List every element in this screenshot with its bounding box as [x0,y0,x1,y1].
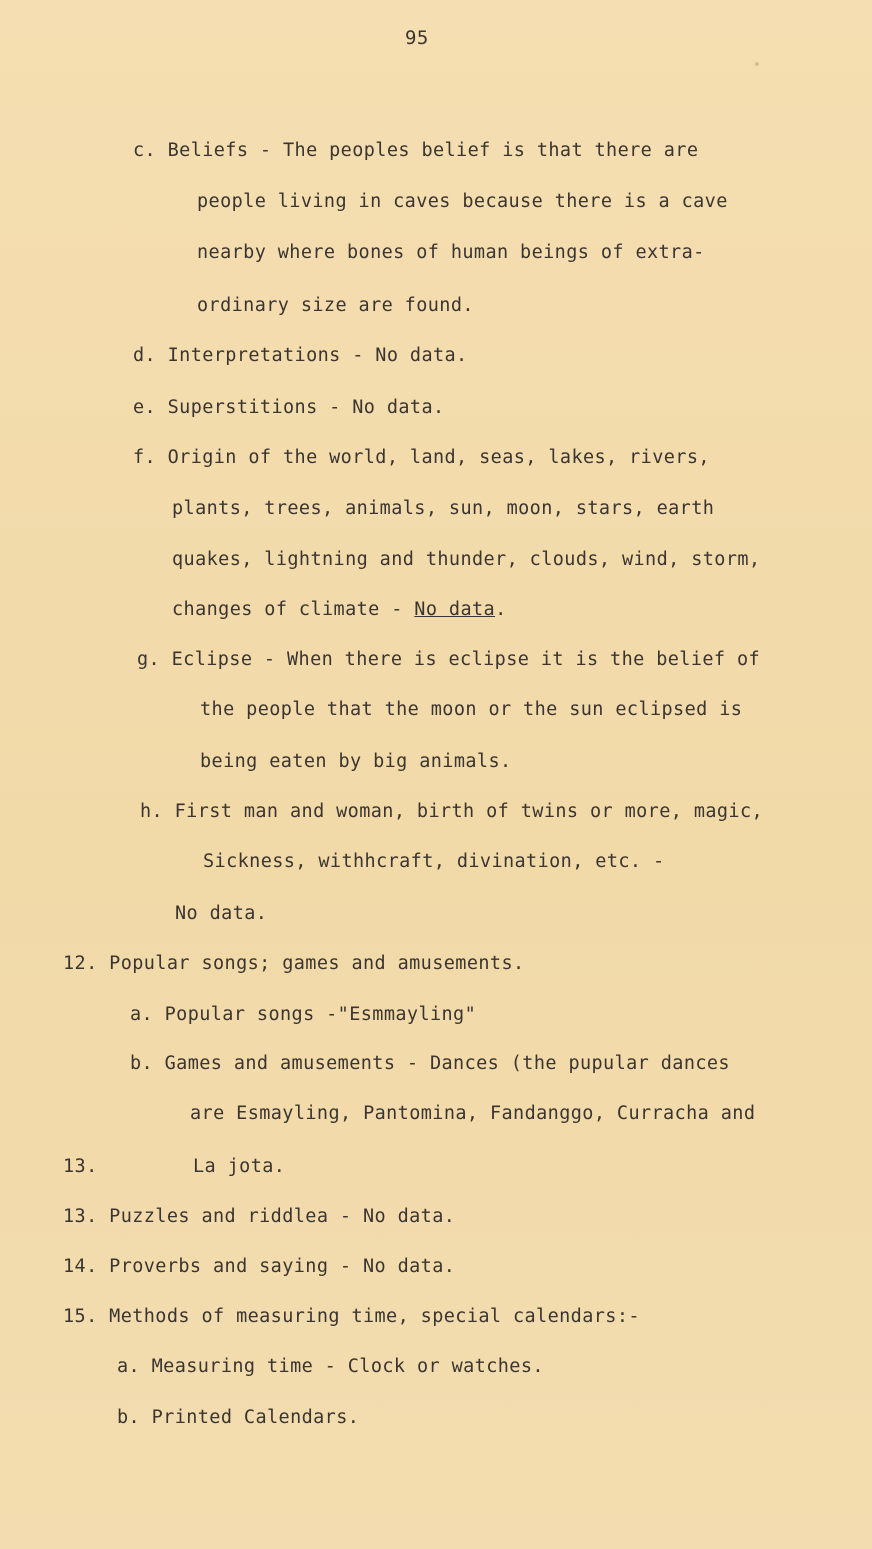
section-14-proverbs: 14. Proverbs and saying - No data. [63,1256,456,1277]
item-f-line-2: plants, trees, animals, sun, moon, stars, earth [172,498,715,519]
item-d-interpretations: d. Interpretations - No data. [133,345,468,366]
item-g-line-2: the people that the moon or the sun eclipsed is [200,699,743,720]
item-c-line-4: ordinary size are found. [197,295,474,316]
no-data-underlined: No data [414,599,496,620]
item-f-line-4 [172,598,507,622]
section-13-number: 13. [63,1156,98,1177]
section-15-heading: 15. Methods of measuring time, special calendars:- [63,1306,640,1327]
page-number: 95 [405,27,429,49]
section-13-text: La jota. [193,1156,286,1177]
section-12-heading: 12. Popular songs; games and amusements. [63,953,525,974]
ink-speck [755,62,759,66]
item-f-line-4-period: . [495,599,507,620]
item-c-line-3: nearby where bones of human beings of extra- [197,242,705,263]
item-h-line-2: Sickness, withhcraft, divination, etc. - [203,851,665,872]
section-12-item-b-line-2: are Esmayling, Pantomina, Fandanggo, Curracha and [190,1103,756,1124]
item-f-origin: f. Origin of the world, land, seas, lakes, rivers, [133,447,710,468]
item-f-line-3: quakes, lightning and thunder, clouds, wind, storm, [172,549,761,570]
item-g-eclipse: g. Eclipse - When there is eclipse it is the belief of [137,649,761,670]
item-h-line-3: No data. [175,903,268,924]
section-12-item-a: a. Popular songs -"Esmmayling" [130,1004,477,1025]
section-15-item-b: b. Printed Calendars. [117,1407,360,1428]
item-c-beliefs: c. Beliefs - The peoples belief is that there are [133,140,699,161]
item-g-line-3: being eaten by big animals. [200,751,512,772]
item-h-first-man: h. First man and woman, birth of twins or more, magic, [140,801,764,822]
section-15-item-a: a. Measuring time - Clock or watches. [117,1356,544,1377]
item-c-line-2: people living in caves because there is a cave [197,191,728,212]
section-13-puzzles: 13. Puzzles and riddlea - No data. [63,1206,456,1227]
item-f-line-4-text: changes of climate - [172,599,415,620]
section-12-item-b: b. Games and amusements - Dances (the pupular dances [130,1053,730,1074]
item-e-superstitions: e. Superstitions - No data. [133,397,445,418]
